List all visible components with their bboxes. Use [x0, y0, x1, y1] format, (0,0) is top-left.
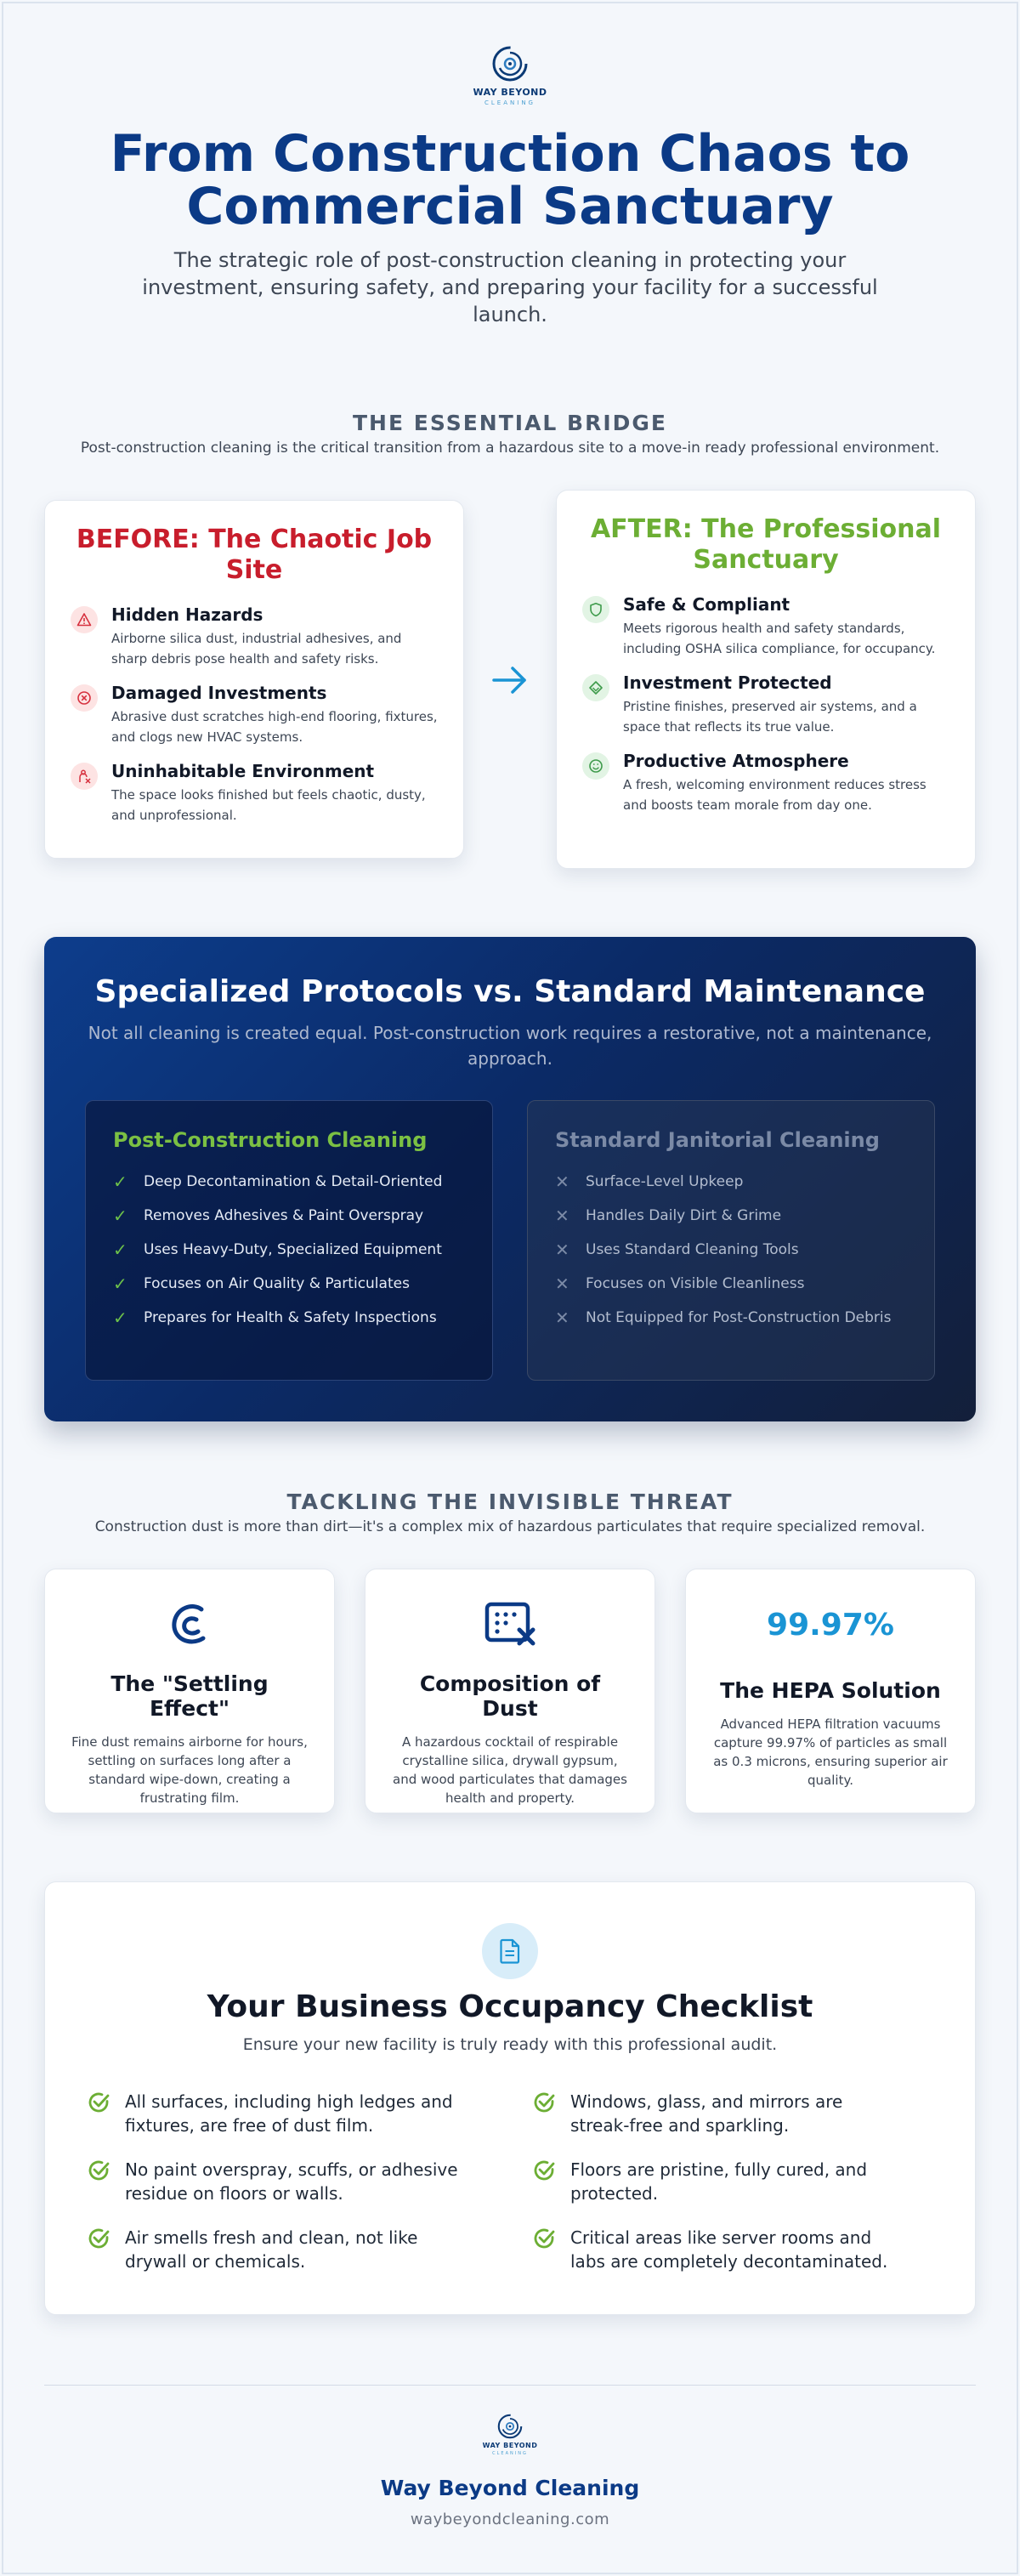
threat-description: Construction dust is more than dirt—it's a complex mix of hazardous particulates that require specialized removal.: [94, 1518, 926, 1535]
threat-card-composition: [365, 1569, 655, 1813]
after-item-text: A fresh, welcoming environment reduces stress and boosts team morale from day one.: [623, 777, 926, 813]
after-item-title: Investment Protected: [623, 672, 832, 693]
threat-card-title: The "Settling Effect": [110, 1671, 269, 1721]
before-title: BEFORE: The Chaotic Job Site: [76, 525, 433, 585]
hepa-stat: 99.97%: [767, 1607, 894, 1643]
check-circle-icon: [531, 2226, 570, 2273]
post-construction-item: [113, 1239, 465, 1261]
threat-card-text: Advanced HEPA filtration vacuums capture 99.97% of particles as small as 0.3 microns, ensuring superior air quality.: [713, 1716, 948, 1788]
after-item-title: Safe & Compliant: [623, 594, 790, 615]
hero-title: From Construction Chaos to Commercial Sanctuary: [110, 124, 910, 236]
threat-card-text: A hazardous cocktail of respirable crystalline silica, drywall gypsum, and wood particulates that damages health and property.: [393, 1734, 627, 1806]
threat-card-title: The HEPA Solution: [720, 1678, 941, 1703]
swirl-logo-icon: [490, 44, 530, 83]
logo-name: WAY BEYOND: [482, 2442, 538, 2449]
threat-eyebrow: TACKLING THE INVISIBLE THREAT: [286, 1489, 734, 1514]
post-construction-item-label: Focuses on Air Quality & Particulates: [144, 1275, 410, 1292]
standard-janitorial-item-label: Uses Standard Cleaning Tools: [586, 1241, 799, 1258]
standard-janitorial-item-label: Handles Daily Dirt & Grime: [586, 1207, 782, 1224]
threat-card-settling: [44, 1569, 335, 1813]
protocols-panel: [44, 937, 976, 1421]
checklist-title: Your Business Occupancy Checklist: [207, 1989, 813, 2024]
shield-icon: [582, 596, 609, 623]
post-construction-item-label: Deep Decontamination & Detail-Oriented: [144, 1173, 443, 1190]
standard-janitorial-title: Standard Janitorial Cleaning: [555, 1128, 880, 1152]
logo-subtitle: CLEANING: [492, 2451, 528, 2456]
checklist-item-label: Floors are pristine, fully cured, and protected.: [570, 2159, 868, 2204]
checklist-item-label: Air smells fresh and clean, not like drywall or chemicals.: [125, 2227, 418, 2272]
check-icon: ✓: [113, 1274, 128, 1294]
diamond-icon: [582, 674, 609, 701]
post-construction-item: [113, 1205, 465, 1227]
after-item: [582, 594, 949, 659]
check-icon: ✓: [113, 1206, 128, 1226]
checklist-item-label: Windows, glass, and mirrors are streak-free and sparkling.: [570, 2091, 843, 2136]
before-item-text: Airborne silica dust, industrial adhesives, and sharp debris pose health and safety risks.: [111, 631, 402, 667]
footer-url[interactable]: waybeyondcleaning.com: [410, 2511, 610, 2528]
settling-icon: [166, 1601, 213, 1648]
x-icon: ✕: [555, 1172, 570, 1192]
threat-card-title: Composition of Dust: [419, 1671, 601, 1721]
check-circle-icon: [531, 2158, 570, 2205]
check-circle-icon: [86, 2158, 125, 2205]
protocols-description: Not all cleaning is created equal. Post-construction work requires a restorative, not a maintenance, approach.: [88, 1023, 932, 1069]
post-construction-item: [113, 1273, 465, 1295]
hero-subtitle: The strategic role of post-construction cleaning in protecting your investment, ensuring safety, and preparing your facility for a successful launch.: [142, 248, 878, 326]
after-item: [582, 672, 949, 737]
checklist-item: [531, 2226, 905, 2273]
post-construction-item-label: Prepares for Health & Safety Inspections: [144, 1309, 437, 1326]
standard-janitorial-item-label: Surface-Level Upkeep: [586, 1173, 744, 1190]
bridge-description: Post-construction cleaning is the critical transition from a hazardous site to a move-in ready professional environment.: [80, 440, 940, 457]
checklist-item-label: All surfaces, including high ledges and fixtures, are free of dust film.: [125, 2091, 453, 2136]
post-construction-item-label: Removes Adhesives & Paint Overspray: [144, 1207, 424, 1224]
before-item-title: Uninhabitable Environment: [111, 761, 375, 781]
checklist-subtitle: Ensure your new facility is truly ready with this professional audit.: [242, 2035, 778, 2054]
check-circle-icon: [86, 2226, 125, 2273]
x-circle-icon: [71, 684, 98, 712]
threat-card-hepa: [685, 1569, 976, 1813]
before-item-text: Abrasive dust scratches high-end flooring, fixtures, and clogs new HVAC systems.: [111, 709, 438, 745]
after-item-title: Productive Atmosphere: [623, 751, 849, 771]
before-item-text: The space looks finished but feels chaotic, dusty, and unprofessional.: [111, 787, 426, 823]
after-card: [556, 490, 976, 869]
after-item-text: Meets rigorous health and safety standards, including OSHA silica compliance, for occupancy.: [623, 621, 936, 656]
before-item: [71, 683, 438, 747]
footer-divider: [44, 2385, 976, 2386]
x-icon: ✕: [555, 1240, 570, 1260]
footer-logo[interactable]: [0, 2413, 1020, 2456]
before-item: [71, 604, 438, 669]
post-construction-item: [113, 1171, 465, 1193]
standard-janitorial-item-label: Focuses on Visible Cleanliness: [586, 1275, 805, 1292]
no-person-icon: [71, 763, 98, 790]
standard-janitorial-item-label: Not Equipped for Post-Construction Debris: [586, 1309, 892, 1326]
x-icon: ✕: [555, 1206, 570, 1226]
checklist-item: [86, 2090, 460, 2137]
smile-icon: [582, 752, 609, 780]
checklist-card: [44, 1881, 976, 2315]
check-icon: ✓: [113, 1308, 128, 1328]
bridge-eyebrow: THE ESSENTIAL BRIDGE: [352, 411, 668, 435]
document-icon: [482, 1923, 538, 1979]
check-circle-icon: [86, 2090, 125, 2137]
before-item-title: Hidden Hazards: [111, 604, 264, 625]
footer-brand: Way Beyond Cleaning: [380, 2476, 640, 2500]
checklist-item-label: No paint overspray, scuffs, or adhesive residue on floors or walls.: [125, 2159, 458, 2204]
swirl-logo-icon: [496, 2413, 524, 2440]
post-construction-item-label: Uses Heavy-Duty, Specialized Equipment: [144, 1241, 442, 1258]
x-icon: ✕: [555, 1308, 570, 1328]
checklist-item: [531, 2090, 905, 2137]
x-icon: ✕: [555, 1274, 570, 1294]
check-circle-icon: [531, 2090, 570, 2137]
checklist-item-label: Critical areas like server rooms and labs are completely decontaminated.: [570, 2227, 888, 2272]
standard-janitorial-box: [527, 1100, 935, 1381]
check-icon: ✓: [113, 1240, 128, 1260]
before-item-title: Damaged Investments: [111, 683, 327, 703]
threat-card-text: Fine dust remains airborne for hours, settling on surfaces long after a standard wipe-down, creating a frustrating film.: [71, 1734, 308, 1806]
checklist-item: [86, 2226, 460, 2273]
standard-janitorial-item: [555, 1205, 907, 1227]
check-icon: ✓: [113, 1172, 128, 1192]
checklist-item: [531, 2158, 905, 2205]
post-construction-title: Post-Construction Cleaning: [113, 1128, 428, 1152]
dust-grid-icon: [484, 1601, 536, 1648]
logo-subtitle: CLEANING: [484, 99, 536, 106]
after-item: [582, 751, 949, 815]
post-construction-box: [85, 1100, 493, 1381]
protocols-title: Specialized Protocols vs. Standard Maintenance: [94, 974, 926, 1009]
standard-janitorial-item: [555, 1273, 907, 1295]
logo-name: WAY BEYOND: [473, 87, 547, 98]
after-title: AFTER: The Professional Sanctuary: [590, 514, 942, 575]
warning-icon: [71, 606, 98, 633]
header-logo[interactable]: [0, 44, 1020, 106]
arrow-right-icon: [489, 659, 531, 701]
checklist-item: [86, 2158, 460, 2205]
before-card: [44, 500, 464, 859]
after-item-text: Pristine finishes, preserved air systems, and a space that reflects its true value.: [623, 699, 917, 735]
before-item: [71, 761, 438, 826]
standard-janitorial-item: [555, 1239, 907, 1261]
standard-janitorial-item: [555, 1171, 907, 1193]
post-construction-item: [113, 1307, 465, 1329]
standard-janitorial-item: [555, 1307, 907, 1329]
